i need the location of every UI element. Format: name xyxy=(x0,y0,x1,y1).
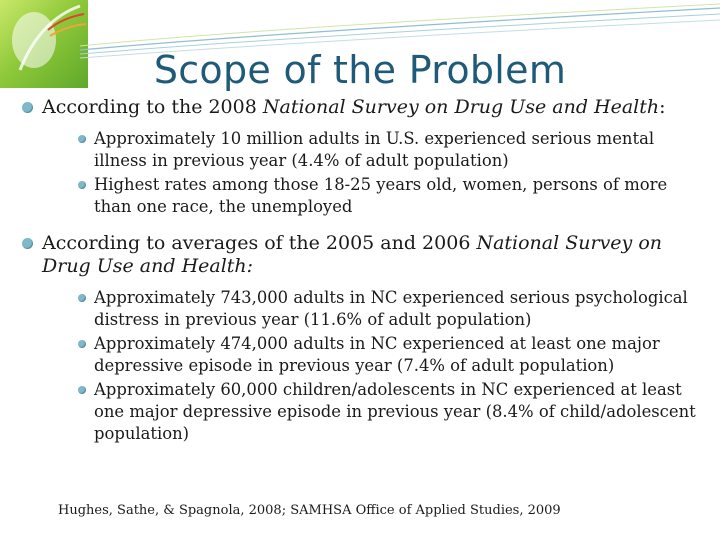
bullet-text: According to averages of the 2005 and 2006 xyxy=(42,232,477,254)
sub-bullet-text: Approximately 743,000 adults in NC experienced serious psychological distress in previous year (11.6% of adult population) xyxy=(94,288,688,329)
bullet-level2 xyxy=(76,379,704,445)
sub-bullet-text: Approximately 474,000 adults in NC experienced at least one major depressive episode in previous year (7.4% of adult population) xyxy=(94,334,660,375)
sub-bullet-text: Approximately 10 million adults in U.S. experienced serious mental illness in previous year (4.4% of adult population) xyxy=(94,129,655,170)
bullet-icon xyxy=(22,238,33,249)
slide-content xyxy=(22,96,702,445)
bullet-level1 xyxy=(22,232,702,278)
survey-name: National Survey on Drug Use and Health xyxy=(262,96,660,118)
slide-title: Scope of the Problem xyxy=(153,48,567,92)
bullet-text-end: : xyxy=(659,96,666,118)
bullet-level2 xyxy=(76,128,704,172)
survey-name: National Survey on Drug Use and Health: xyxy=(42,232,662,277)
sub-bullet-icon xyxy=(78,135,86,143)
sub-bullet-text: Highest rates among those 18-25 years old, women, persons of more than one race, the unemployed xyxy=(94,175,668,216)
bullet-level1 xyxy=(22,96,702,119)
citation: Hughes, Sathe, & Spagnola, 2008; SAMHSA Office of Applied Studies, 2009 xyxy=(58,503,561,518)
bullet-level2 xyxy=(76,287,704,331)
sub-bullet-icon xyxy=(78,181,86,189)
sub-bullet-icon xyxy=(78,386,86,394)
bullet-level2 xyxy=(76,333,704,377)
bullet-level2 xyxy=(76,174,704,218)
sub-bullet-text: Approximately 60,000 children/adolescents in NC experienced at least one major depressive episode in previous year (8.4% of child/adolescent population) xyxy=(94,380,696,443)
sub-bullet-icon xyxy=(78,340,86,348)
sub-bullet-icon xyxy=(78,294,86,302)
bullet-icon xyxy=(22,102,33,113)
bullet-text: According to the 2008 xyxy=(42,96,263,118)
